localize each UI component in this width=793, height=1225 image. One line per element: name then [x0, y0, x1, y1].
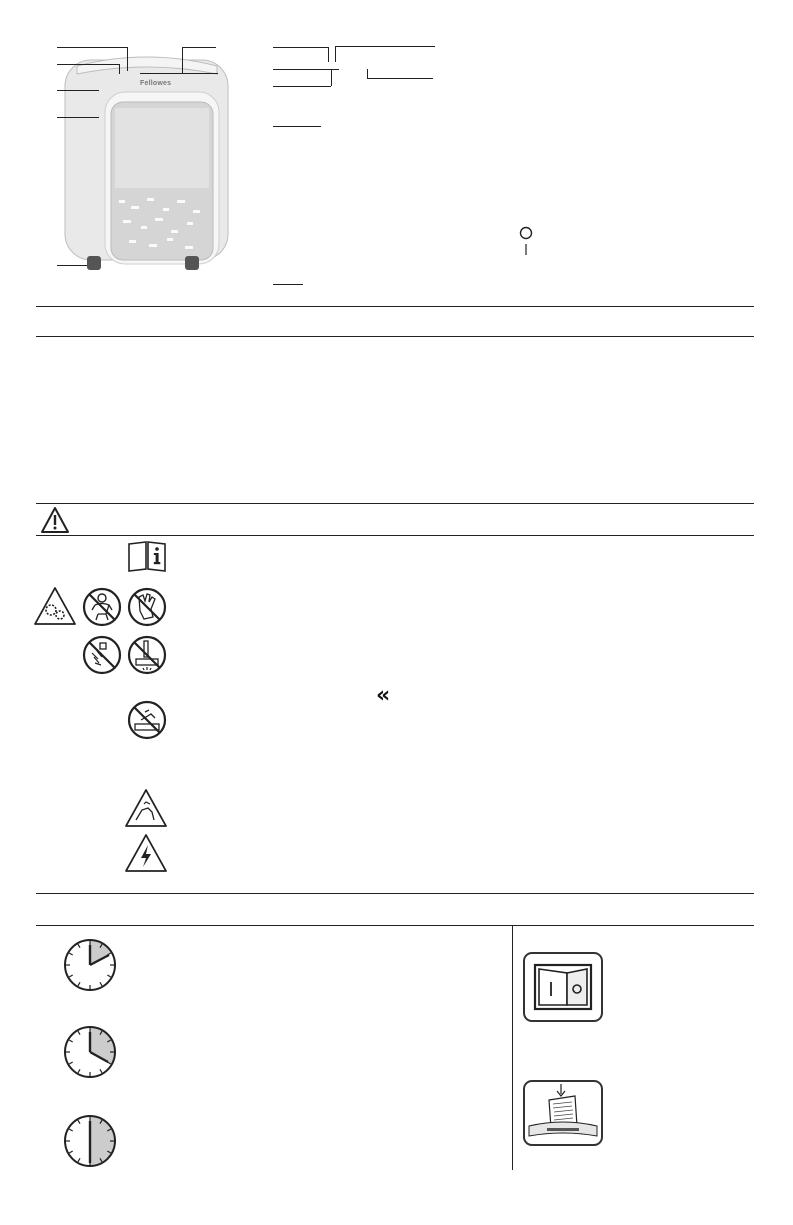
section-divider: [36, 503, 754, 504]
duty-cycle-clock-icon: [61, 936, 119, 999]
callout-line: [328, 47, 329, 62]
section-divider: [36, 535, 754, 536]
callout-line: [57, 117, 99, 118]
warning-triangle-icon: [40, 506, 70, 539]
callout-line: [182, 47, 216, 48]
no-liquid-icon: [127, 635, 167, 680]
callout-line: [57, 47, 127, 48]
callout-line: [335, 46, 336, 62]
callout-line: [127, 47, 128, 71]
callout-line: [273, 126, 321, 127]
duty-cycle-clock-icon: [61, 1112, 119, 1175]
callout-line: [57, 64, 119, 65]
section-divider: [36, 893, 754, 894]
callout-line: [331, 69, 332, 86]
shredder-illustration: [55, 40, 240, 280]
no-wet-surface-icon: [127, 700, 167, 745]
section-divider: [36, 336, 754, 337]
paper-feed-icon: [523, 1080, 603, 1146]
section-divider: [36, 306, 754, 307]
callout-line: [367, 78, 433, 79]
read-manual-icon: [126, 540, 168, 577]
callout-line: [57, 265, 87, 266]
no-hands-icon: [127, 587, 167, 632]
callout-line: [367, 69, 368, 78]
fast-reverse-symbol: «: [376, 683, 391, 708]
rocker-switch-icon: [523, 952, 603, 1022]
callout-line: [273, 69, 339, 70]
no-aerosol-icon: [82, 635, 122, 680]
no-children-icon: [82, 587, 122, 632]
callout-line: [273, 47, 328, 48]
callout-line: [273, 284, 303, 285]
column-divider: [512, 926, 513, 1170]
pinch-hazard-icon: [124, 788, 168, 833]
callout-line: [57, 90, 99, 91]
callout-line: [119, 64, 120, 74]
section-divider: [36, 925, 754, 926]
callout-line: [273, 86, 331, 87]
electric-hazard-icon: [124, 833, 168, 878]
moving-parts-icon: [33, 586, 77, 631]
duty-cycle-clock-icon: [61, 1023, 119, 1086]
brand-logo: Fellowes: [140, 80, 172, 87]
callout-line: [140, 73, 218, 74]
callout-line: [335, 46, 435, 47]
callout-line: [182, 47, 183, 73]
power-button-icon: [516, 225, 536, 259]
